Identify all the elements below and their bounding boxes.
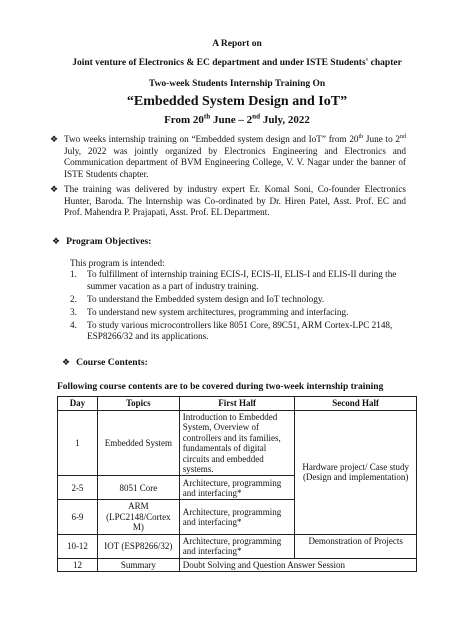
department-line: Joint venture of Electronics & EC department and under ISTE Students' chapter	[72, 58, 402, 68]
second-half-merged-cell: Hardware project/ Case study (Design and implementation)	[295, 411, 417, 535]
course-table	[57, 396, 417, 572]
report-title: “Embedded System Design and IoT”	[126, 94, 348, 109]
table-header-row	[58, 397, 417, 411]
day-cell: 12	[58, 558, 98, 571]
diamond-bullet-icon: ❖	[50, 134, 59, 144]
column-header-topics: Topics	[97, 397, 179, 411]
topic-cell: ARM (LPC2148/Cortex M)	[97, 500, 179, 534]
day-cell: 1	[58, 411, 98, 476]
date-line: From 20th June – 2nd July, 2022	[164, 112, 310, 126]
objectives-intro: This program is intended:	[70, 258, 165, 268]
column-header-day: Day	[58, 397, 98, 411]
merged-session-cell: Doubt Solving and Question Answer Session	[179, 558, 416, 571]
day-cell: 2-5	[58, 476, 98, 500]
first-half-cell: Architecture, programming and interfacing*	[179, 476, 295, 500]
topic-cell: Embedded System	[97, 411, 179, 476]
column-header-second-half: Second Half	[295, 397, 417, 411]
list-item: 3. To understand new system architectures, programming and interfacing.	[70, 306, 349, 317]
first-half-cell: Introduction to Embedded System, Overview of controllers and its families, fundamentals of digital circuits and embedded systems.	[179, 411, 295, 476]
diamond-bullet-icon: ❖	[62, 357, 71, 367]
table-caption: Following course contents are to be covered during two-week internship training	[57, 382, 384, 392]
table-row	[58, 558, 417, 571]
course-heading: ❖ Course Contents:	[62, 357, 148, 368]
table-row	[58, 534, 417, 558]
second-half-cell: Demonstration of Projects	[295, 534, 417, 558]
report-label: A Report on	[212, 39, 262, 49]
topic-cell: 8051 Core	[97, 476, 179, 500]
list-item: 4. To study various microcontrollers like 8051 Core, 89C51, ARM Cortex-LPC 2148, ESP8266/32 and its applications.	[70, 319, 393, 342]
objectives-list	[70, 269, 420, 345]
first-half-cell: Architecture, programming and interfacing*	[179, 534, 295, 558]
topic-cell: IOT (ESP8266/32)	[97, 534, 179, 558]
day-cell: 10-12	[58, 534, 98, 558]
table-row	[58, 411, 417, 476]
first-half-cell: Architecture, programming and interfacing*	[179, 500, 295, 534]
paragraph-trainer: ❖ The training was delivered by industry expert Er. Komal Soni, Co-founder Electronics Hunter, Baroda. The Internship was Co-ordinated by Dr. Hiren Patel, Asst. Prof. EC and Prof. Mahendra P. Prajapati, Asst. Prof. EL Department.	[50, 184, 406, 218]
diamond-bullet-icon: ❖	[50, 184, 59, 194]
objectives-heading: ❖ Program Objectives:	[52, 236, 152, 247]
training-line: Two-week Students Internship Training On	[148, 79, 326, 89]
column-header-first-half: First Half	[179, 397, 295, 411]
topic-cell: Summary	[97, 558, 179, 571]
list-item: 1. To fulfillment of internship training ECIS-I, ECIS-II, ELIS-I and ELIS-II during the summer vacation as a part of industry training.	[70, 269, 397, 291]
diamond-bullet-icon: ❖	[52, 236, 61, 246]
paragraph-organization: ❖ Two weeks internship training on “Embedded system design and IoT” from 20th June to 2nd July, 2022 was jointly organized by Electronics Engineering and Electronics and Communication department of BVM Engineering College, V. V. Nagar under the banner of ISTE Students chapter.	[50, 133, 406, 179]
list-item: 2. To understand the Embedded system design and IoT technology.	[70, 293, 325, 304]
day-cell: 6-9	[58, 500, 98, 534]
